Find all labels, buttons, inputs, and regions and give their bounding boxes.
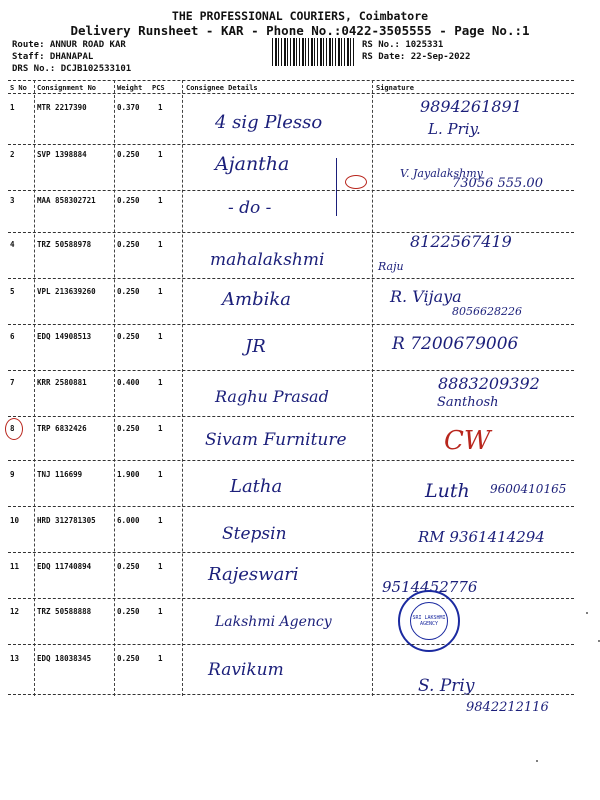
row-consignment: MTR 2217390 xyxy=(37,103,87,112)
row-weight: 1.900 xyxy=(117,470,140,479)
col-header-pcs: PCS xyxy=(152,84,165,92)
row-consignment: MAA 858302721 xyxy=(37,196,96,205)
table-bottom-rule xyxy=(8,694,574,695)
row-consignee-handwriting: Ambika xyxy=(222,289,291,310)
row-signature: Luth xyxy=(425,480,470,502)
barcode xyxy=(272,38,356,66)
row-consignee-handwriting: Latha xyxy=(230,476,283,497)
row-consignee-handwriting: JR xyxy=(245,336,266,357)
table-header-rule xyxy=(8,93,574,94)
row-divider xyxy=(8,144,574,145)
col-header-sno: S No xyxy=(10,84,27,92)
scan-speck xyxy=(586,612,588,614)
row-consignee-handwriting: - do - xyxy=(228,198,272,218)
stamp-text: SRI LAKSHMI AGENCY xyxy=(410,602,448,640)
row-signature: RM 9361414294 xyxy=(418,528,545,546)
row-consignee-handwriting: Rajeswari xyxy=(208,564,299,585)
row-consignment: VPL 213639260 xyxy=(37,287,96,296)
row-weight: 0.250 xyxy=(117,562,140,571)
row-weight: 0.250 xyxy=(117,424,140,433)
row-sno: 1 xyxy=(10,103,15,112)
row-signature: L. Priy. xyxy=(428,120,481,138)
row-signature: R. Vijaya xyxy=(390,287,462,306)
col-header-consignee: Consignee Details xyxy=(186,84,258,92)
row-pcs: 1 xyxy=(158,424,163,433)
row-divider xyxy=(8,278,574,279)
row-sno: 4 xyxy=(10,240,15,249)
row-sno: 5 xyxy=(10,287,15,296)
row-consignment: EDQ 11740894 xyxy=(37,562,92,571)
row-signature-phone: 8122567419 xyxy=(410,232,512,251)
drs-number: DRS No.: DCJB102533101 xyxy=(12,64,132,74)
row-divider xyxy=(8,324,574,325)
row-divider xyxy=(8,416,574,417)
row-divider xyxy=(8,644,574,645)
staff-text: Staff: DHANAPAL xyxy=(12,52,94,62)
row-signature: V. Jayalakshmy xyxy=(400,167,483,180)
row-consignment: TNJ 116699 xyxy=(37,470,83,479)
rs-number: RS No.: 1025331 xyxy=(362,40,444,50)
row-weight: 6.000 xyxy=(117,516,140,525)
row-pcs: 1 xyxy=(158,332,163,341)
row-consignee-handwriting: Raghu Prasad xyxy=(215,387,329,406)
row-divider xyxy=(8,598,574,599)
row-pcs: 1 xyxy=(158,240,163,249)
row-sno: 11 xyxy=(10,562,20,571)
row-consignment: TRZ 50588888 xyxy=(37,607,92,616)
row-divider xyxy=(8,552,574,553)
row-signature-phone: 9600410165 xyxy=(490,482,567,496)
row-pcs: 1 xyxy=(158,103,163,112)
row-pcs: 1 xyxy=(158,150,163,159)
row-divider xyxy=(8,460,574,461)
row-signature: CW xyxy=(444,426,491,456)
row-weight: 0.250 xyxy=(117,332,140,341)
row-divider xyxy=(8,370,574,371)
scan-speck xyxy=(536,760,538,762)
table-top-rule xyxy=(8,80,574,81)
row-weight: 0.400 xyxy=(117,378,140,387)
row-sno: 8 xyxy=(10,424,15,433)
row-consignment: KRR 2580881 xyxy=(37,378,87,387)
agency-stamp xyxy=(398,590,460,652)
row-consignment: EDQ 18038345 xyxy=(37,654,92,663)
row-pcs: 1 xyxy=(158,654,163,663)
row-consignment: TRP 6832426 xyxy=(37,424,87,433)
row-pcs: 1 xyxy=(158,562,163,571)
row-consignee-handwriting: Lakshmi Agency xyxy=(215,614,332,630)
row-pcs: 1 xyxy=(158,378,163,387)
col-divider xyxy=(114,80,115,696)
row-signature: Santhosh xyxy=(437,395,499,410)
row-signature: S. Priy xyxy=(418,676,475,696)
row-pcs: 1 xyxy=(158,470,163,479)
col-header-consignment: Consignment No xyxy=(37,84,97,92)
page-subtitle: Delivery Runsheet - KAR - Phone No.:0422-3505555 - Page No.:1 xyxy=(70,23,530,38)
row-consignee-handwriting: mahalakshmi xyxy=(210,250,325,270)
row-consignment: SVP 1398884 xyxy=(37,150,87,159)
row-weight: 0.250 xyxy=(117,150,140,159)
row-sno: 13 xyxy=(10,654,20,663)
row-signature-phone: 8056628226 xyxy=(452,305,522,318)
row-pcs: 1 xyxy=(158,287,163,296)
row-weight: 0.250 xyxy=(117,287,140,296)
row-consignment: HRD 312781305 xyxy=(37,516,96,525)
row-consignee-handwriting: Ajantha xyxy=(215,153,290,175)
row-signature: Raju xyxy=(378,260,404,273)
col-divider xyxy=(34,80,35,696)
row-weight: 0.250 xyxy=(117,654,140,663)
row-pcs: 1 xyxy=(158,196,163,205)
row-signature-phone: 9842212116 xyxy=(466,700,549,715)
row-weight: 0.250 xyxy=(117,240,140,249)
row-sno: 3 xyxy=(10,196,15,205)
col-divider xyxy=(372,80,373,696)
row-sno: 12 xyxy=(10,607,20,616)
row-signature-phone: 8883209392 xyxy=(438,374,540,393)
row-sno: 2 xyxy=(10,150,15,159)
route-text: Route: ANNUR ROAD KAR xyxy=(12,40,126,50)
row-signature-phone: 9894261891 xyxy=(420,97,522,116)
row-divider xyxy=(8,506,574,507)
annotation-circle xyxy=(345,175,367,189)
row-pcs: 1 xyxy=(158,516,163,525)
row-signature: R 7200679006 xyxy=(392,334,519,354)
rs-date: RS Date: 22-Sep-2022 xyxy=(362,52,471,62)
row-signature-phone: 73056 555.00 xyxy=(452,176,543,191)
row-weight: 0.250 xyxy=(117,607,140,616)
col-divider xyxy=(182,80,183,696)
col-header-weight: Weight xyxy=(117,84,143,92)
row-sno: 6 xyxy=(10,332,15,341)
row-consignee-handwriting: 4 sig Plesso xyxy=(215,112,323,133)
row-sno: 9 xyxy=(10,470,15,479)
row-consignment: EDQ 14908513 xyxy=(37,332,92,341)
row-consignee-handwriting: Stepsin xyxy=(222,524,287,544)
row-sno: 7 xyxy=(10,378,15,387)
handwritten-bracket xyxy=(336,158,337,216)
row-pcs: 1 xyxy=(158,607,163,616)
col-header-signature: Signature xyxy=(376,84,414,92)
row-consignee-handwriting: Ravikum xyxy=(208,660,284,680)
row-weight: 0.370 xyxy=(117,103,140,112)
row-consignment: TRZ 50588978 xyxy=(37,240,92,249)
row-signature-phone: 9514452776 xyxy=(382,578,478,596)
row-consignee-handwriting: Sivam Furniture xyxy=(205,430,347,450)
row-weight: 0.250 xyxy=(117,196,140,205)
row-sno: 10 xyxy=(10,516,20,525)
page-title: THE PROFESSIONAL COURIERS, Coimbatore xyxy=(171,9,429,23)
